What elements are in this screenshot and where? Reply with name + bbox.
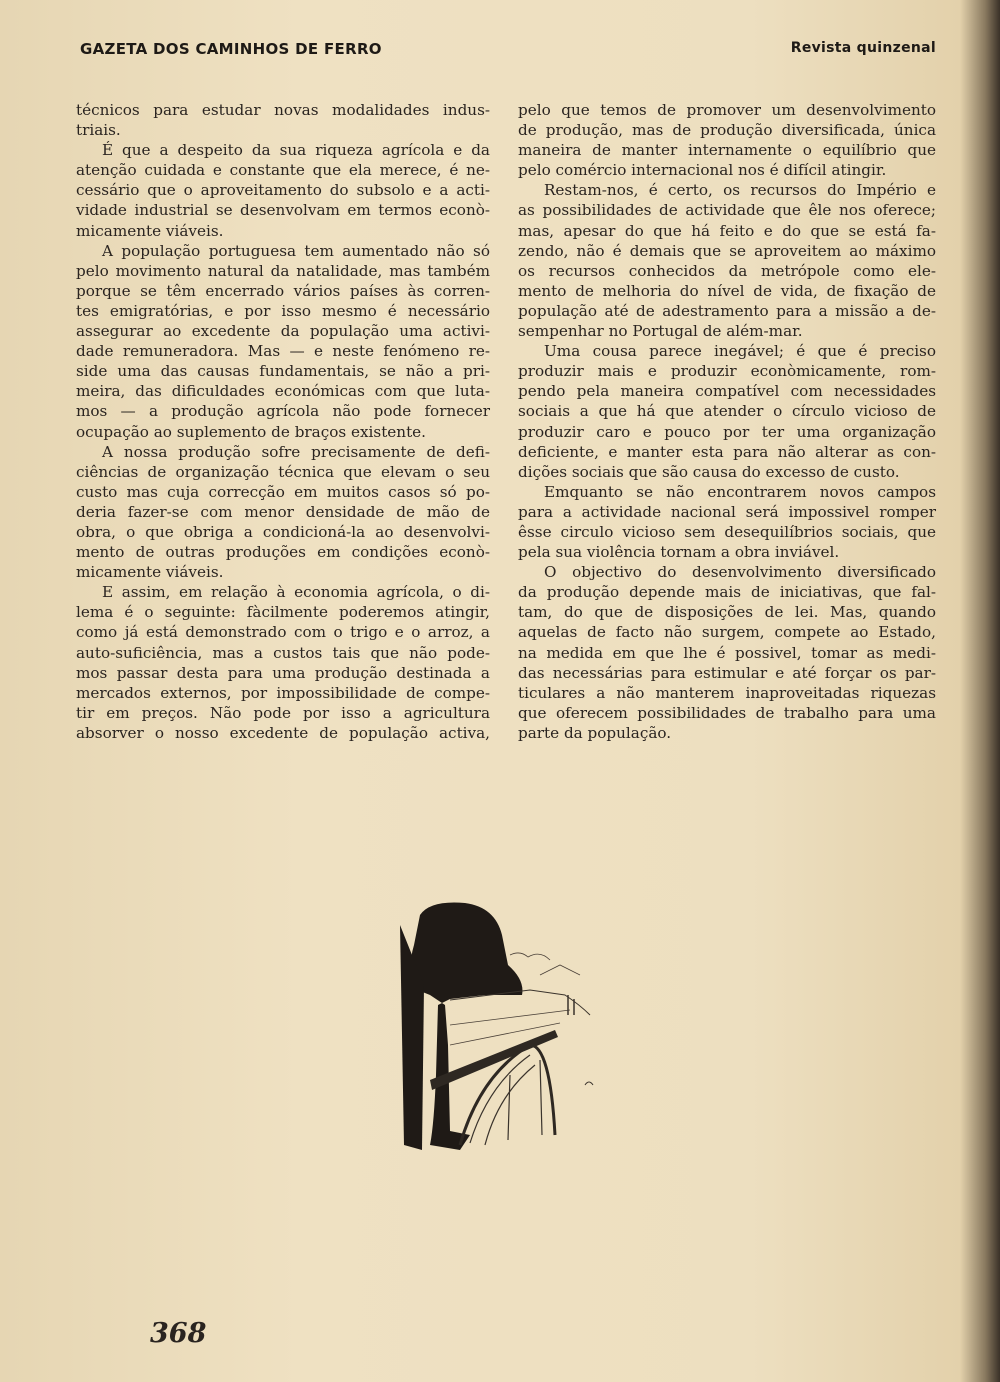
text-line: ticulares a não manterem inaproveitadas riquezas <box>518 683 936 702</box>
text-line: pelo comércio internacional nos é difícil atingir. <box>518 161 887 180</box>
text-line: atenção cuidada e constante que ela merece, é ne- <box>76 161 490 180</box>
text-column-right <box>518 100 936 743</box>
paragraph <box>518 562 936 743</box>
publication-subtitle: Revista quinzenal <box>790 40 936 56</box>
text-line: maneira de manter internamente o equilíbrio que <box>518 141 936 160</box>
text-line: na medida em que lhe é possivel, tomar as medi- <box>518 643 936 662</box>
text-line: vidade industrial se desenvolvam em termos econò- <box>76 201 490 220</box>
text-line: Emquanto se não encontrarem novos campos <box>544 482 936 501</box>
text-line: ocupação ao suplemento de braços existente. <box>76 422 426 441</box>
text-line: mento de outras produções em condições econò- <box>76 543 490 562</box>
text-line: auto-suficiência, mas a custos tais que não pode- <box>76 643 490 662</box>
text-line: pelo movimento natural da natalidade, mas também <box>76 261 490 280</box>
paragraph <box>76 582 490 743</box>
paragraph <box>518 482 936 562</box>
text-line: tir em preços. Não pode por isso a agricultura <box>76 703 490 722</box>
text-line: das necessárias para estimular e até forçar os par- <box>518 663 936 682</box>
text-line: as possibilidades de actividade que êle nos oferece; <box>518 201 936 220</box>
text-line: que oferecem possibilidades de trabalho para uma <box>518 703 936 722</box>
text-line: mos passar desta para uma produção destinada a <box>76 663 490 682</box>
text-line: absorver o nosso excedente de população activa, <box>76 723 490 742</box>
text-line: side uma das causas fundamentais, se não a pri- <box>76 362 490 381</box>
paragraph <box>76 100 490 140</box>
text-line: deficiente, e manter esta para não alterar as con- <box>518 442 936 461</box>
text-line: Uma cousa parece inegável; é que é preciso <box>544 342 936 361</box>
paragraph <box>76 442 490 583</box>
publication-title: GAZETA DOS CAMINHOS DE FERRO <box>80 40 382 58</box>
text-line: de produção, mas de produção diversificada, única <box>518 121 936 140</box>
text-line: micamente viáveis. <box>76 563 224 582</box>
text-line: pela sua violência tornam a obra inviável. <box>518 543 840 562</box>
paragraph <box>76 241 490 442</box>
paragraph <box>518 100 936 180</box>
text-line: aquelas de facto não surgem, compete ao Estado, <box>518 623 936 642</box>
text-line: triais. <box>76 121 121 140</box>
text-line: ciências de organização técnica que elevam o seu <box>76 462 490 481</box>
text-line: obra, o que obriga a condicioná-la ao desenvolvi- <box>76 522 490 541</box>
text-line: tam, do que de disposições de lei. Mas, quando <box>518 603 936 622</box>
text-line: os recursos conhecidos da metrópole como ele- <box>518 261 936 280</box>
text-line: micamente viáveis. <box>76 221 224 240</box>
text-line: lema é o seguinte: fàcilmente poderemos atingir, <box>76 603 490 622</box>
text-line: para a actividade nacional será impossivel romper <box>518 502 936 521</box>
text-line: mercados externos, por impossibilidade de compe- <box>76 683 490 702</box>
bell-bridge-illustration <box>390 895 610 1165</box>
text-line: mos — a produção agrícola não pode fornecer <box>76 402 490 421</box>
text-line: E assim, em relação à economia agrícola, o di- <box>102 583 490 602</box>
text-line: É que a despeito da sua riqueza agrícola e da <box>102 141 490 160</box>
text-line: pelo que temos de promover um desenvolvimento <box>518 101 936 119</box>
text-line: deria fazer-se com menor densidade de mão de <box>76 502 490 521</box>
text-line: mento de melhoria do nível de vida, de fixação de <box>518 281 936 300</box>
text-line: produzir caro e pouco por ter uma organização <box>518 422 936 441</box>
text-line: sociais a que há que atender o círculo vicioso de <box>518 402 936 421</box>
text-line: êsse circulo vicioso sem desequilíbrios sociais, que <box>518 522 936 541</box>
text-line: porque se têm encerrado vários países às corren- <box>76 281 490 300</box>
text-line: assegurar ao excedente da população uma activi- <box>76 322 490 341</box>
text-line: como já está demonstrado com o trigo e o arroz, a <box>76 623 490 642</box>
text-column-left <box>76 100 490 743</box>
text-line: técnicos para estudar novas modalidades indus- <box>76 101 490 119</box>
text-line: população até de adestramento para a missão a de- <box>518 301 936 320</box>
text-line: tes emigratórias, e por isso mesmo é necessário <box>76 301 490 320</box>
paragraph <box>76 140 490 240</box>
text-line: custo mas cuja correcção em muitos casos só po- <box>76 482 490 501</box>
text-line: A nossa produção sofre precisamente de defi- <box>102 442 490 461</box>
paragraph <box>518 341 936 482</box>
text-line: A população portuguesa tem aumentado não só <box>102 241 490 260</box>
text-line: produzir mais e produzir econòmicamente, rom- <box>518 362 936 381</box>
text-line: cessário que o aproveitamento do subsolo e a acti- <box>76 181 490 200</box>
text-line: Restam-nos, é certo, os recursos do Império e <box>544 181 936 200</box>
text-line: parte da população. <box>518 723 672 742</box>
text-line: da produção depende mais de iniciativas, que fal- <box>518 583 936 602</box>
page-number: 368 <box>150 1318 207 1349</box>
text-line: zendo, não é demais que se aproveitem ao máximo <box>518 241 936 260</box>
text-line: pendo pela maneira compatível com necessidades <box>518 382 936 401</box>
text-line: O objectivo do desenvolvimento diversificado <box>544 563 936 582</box>
text-line: dade remuneradora. Mas — e neste fenómeno re- <box>76 342 490 361</box>
text-line: sempenhar no Portugal de além-mar. <box>518 322 803 341</box>
paragraph <box>518 180 936 341</box>
text-line: mas, apesar do que há feito e do que se está fa- <box>518 221 936 240</box>
text-line: dições sociais que são causa do excesso de custo. <box>518 462 900 481</box>
text-line: meira, das dificuldades económicas com que luta- <box>76 382 490 401</box>
